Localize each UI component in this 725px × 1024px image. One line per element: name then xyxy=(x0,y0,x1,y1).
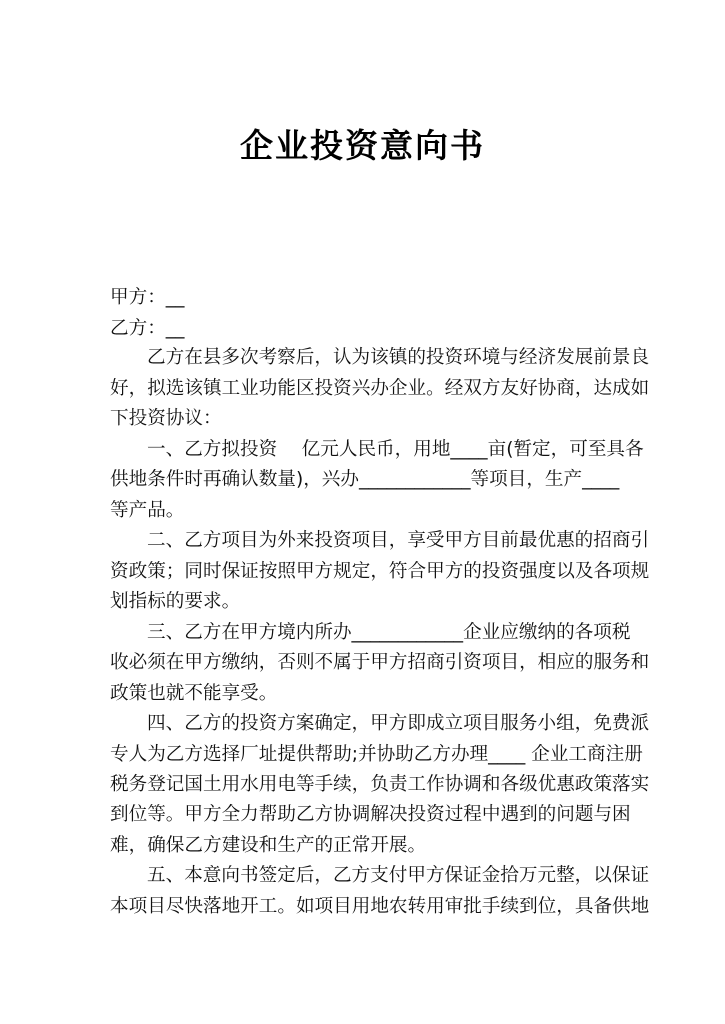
clause-4-line: 专人为乙方选择厂址提供帮助;并协助乙方办理____ 企业工商注册 xyxy=(110,744,643,765)
clause-2-line: 二、乙方项目为外来投资项目，享受甲方目前最优惠的招商引 xyxy=(147,530,650,551)
clause-1-line: 等产品。 xyxy=(110,500,185,521)
party-a-line: 甲方：__ xyxy=(110,287,185,308)
paragraph-line: 好，拟选该镇工业功能区投资兴办企业。经双方友好协商，达成如 xyxy=(110,378,650,399)
paragraph-line: 下投资协议： xyxy=(110,408,222,429)
party-b-line: 乙方：__ xyxy=(110,318,185,339)
clause-4-line: 到位等。甲方全力帮助乙方协调解决投资过程中遇到的问题与困 xyxy=(110,804,631,825)
clause-4-line: 税务登记国土用水用电等手续，负责工作协调和各级优惠政策落实 xyxy=(110,774,650,795)
clause-2-line: 资政策；同时保证按照甲方规定，符合甲方的投资强度以及各项规 xyxy=(110,561,650,582)
clause-5-line: 五、本意向书签定后，乙方支付甲方保证金拾万元整，以保证 xyxy=(147,865,650,886)
clause-4-line: 难，确保乙方建设和生产的正常开展。 xyxy=(110,835,427,856)
clause-1-line: 供地条件时再确认数量)，兴办____________等项目，生产____ xyxy=(110,469,620,490)
clause-2-line: 划指标的要求。 xyxy=(110,591,241,612)
paragraph-line: 乙方在县多次考察后，认为该镇的投资环境与经济发展前景良 xyxy=(147,347,650,368)
document-title: 企业投资意向书 xyxy=(240,126,485,165)
clause-3-line: 政策也就不能享受。 xyxy=(110,683,278,704)
clause-4-line: 四、乙方的投资方案确定，甲方即成立项目服务小组，免费派 xyxy=(147,713,650,734)
clause-5-line: 本项目尽快落地开工。如项目用地农转用审批手续到位，具备供地 xyxy=(110,896,650,917)
clause-3-line: 收必须在甲方缴纳，否则不属于甲方招商引资项目，相应的服务和 xyxy=(110,652,650,673)
clause-1-line: 一、乙方拟投资 亿元人民币，用地____亩(暂定，可至具各 xyxy=(147,439,644,460)
clause-3-line: 三、乙方在甲方境内所办____________企业应缴纳的各项税 xyxy=(147,622,631,643)
